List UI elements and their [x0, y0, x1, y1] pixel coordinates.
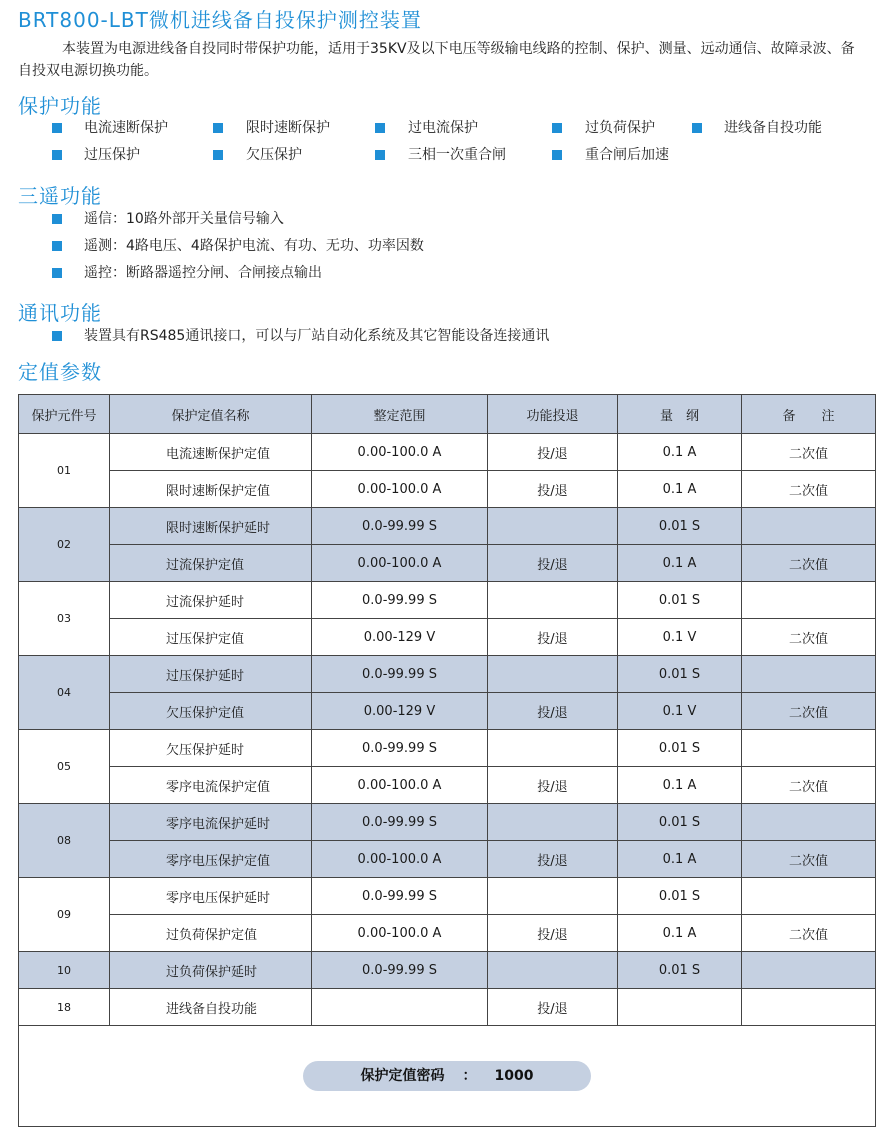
setting-name: 零序电压保护定值 [110, 841, 312, 878]
bullet-square-icon [692, 123, 702, 133]
col-header: 保护元件号 [19, 395, 110, 434]
bullet-square-icon [375, 150, 385, 160]
table-row [19, 693, 876, 730]
element-code: 09 [19, 878, 110, 952]
col-header: 量 纲 [618, 395, 742, 434]
protection-item: 限时速断保护 [246, 120, 330, 136]
setting-note: 二次值 [742, 767, 876, 804]
setting-name: 过负荷保护定值 [110, 915, 312, 952]
setting-note [742, 582, 876, 619]
table-row [19, 767, 876, 804]
setting-note [742, 878, 876, 915]
setting-range: 0.0-99.99 S [312, 730, 488, 767]
function-switch: 投/退 [488, 989, 618, 1026]
setting-range: 0.00-100.0 A [312, 471, 488, 508]
function-switch [488, 508, 618, 545]
element-code: 18 [19, 989, 110, 1026]
setting-unit: 0.1 A [618, 841, 742, 878]
setting-note: 二次值 [742, 841, 876, 878]
setting-note [742, 989, 876, 1026]
setting-note: 二次值 [742, 915, 876, 952]
setting-note [742, 508, 876, 545]
protection-item: 重合闸后加速 [585, 147, 669, 163]
setting-range: 0.00-100.0 A [312, 545, 488, 582]
function-switch: 投/退 [488, 693, 618, 730]
table-row [19, 989, 876, 1026]
three-remote-heading: 三遥功能 [18, 184, 102, 208]
password-cell [19, 1026, 876, 1127]
bullet-square-icon [552, 150, 562, 160]
setting-unit: 0.1 V [618, 619, 742, 656]
setting-name: 过压保护延时 [110, 656, 312, 693]
function-switch [488, 730, 618, 767]
setting-unit: 0.01 S [618, 508, 742, 545]
bullet-square-icon [52, 123, 62, 133]
password-pill [303, 1061, 591, 1091]
bullet-square-icon [375, 123, 385, 133]
function-switch [488, 656, 618, 693]
setting-range: 0.0-99.99 S [312, 656, 488, 693]
setting-unit: 0.1 A [618, 434, 742, 471]
bullet-square-icon [213, 150, 223, 160]
function-switch: 投/退 [488, 841, 618, 878]
protection-item: 三相一次重合闸 [408, 147, 506, 163]
bullet-square-icon [552, 123, 562, 133]
protection-item: 过电流保护 [408, 120, 478, 136]
setting-range: 0.00-100.0 A [312, 841, 488, 878]
table-row [19, 841, 876, 878]
setting-range [312, 989, 488, 1026]
table-row [19, 582, 876, 619]
setting-range: 0.0-99.99 S [312, 508, 488, 545]
setting-note: 二次值 [742, 545, 876, 582]
setting-note [742, 656, 876, 693]
setting-unit: 0.01 S [618, 804, 742, 841]
protection-item: 欠压保护 [246, 147, 302, 163]
setting-unit: 0.01 S [618, 952, 742, 989]
three-remote-item: 遥测：4路电压、4路保护电流、有功、无功、功率因数 [84, 238, 424, 254]
bullet-square-icon [213, 123, 223, 133]
setting-unit: 0.01 S [618, 878, 742, 915]
table-row [19, 656, 876, 693]
table-row [19, 952, 876, 989]
setting-note [742, 730, 876, 767]
setting-note: 二次值 [742, 619, 876, 656]
table-row [19, 915, 876, 952]
protection-item: 电流速断保护 [84, 120, 168, 136]
bullet-square-icon [52, 241, 62, 251]
element-code: 03 [19, 582, 110, 656]
element-code: 01 [19, 434, 110, 508]
setting-name: 限时速断保护延时 [110, 508, 312, 545]
function-switch [488, 952, 618, 989]
setting-range: 0.0-99.99 S [312, 582, 488, 619]
function-switch: 投/退 [488, 619, 618, 656]
col-header: 功能投退 [488, 395, 618, 434]
col-header: 备 注 [742, 395, 876, 434]
bullet-square-icon [52, 331, 62, 341]
setting-range: 0.00-129 V [312, 619, 488, 656]
setting-name: 限时速断保护定值 [110, 471, 312, 508]
setting-name: 欠压保护延时 [110, 730, 312, 767]
setting-range: 0.00-100.0 A [312, 434, 488, 471]
protection-item: 过压保护 [84, 147, 140, 163]
setting-name: 欠压保护定值 [110, 693, 312, 730]
element-code: 02 [19, 508, 110, 582]
table-row [19, 434, 876, 471]
table-body [19, 434, 876, 1026]
table-row [19, 508, 876, 545]
setting-range: 0.00-129 V [312, 693, 488, 730]
setting-range: 0.0-99.99 S [312, 952, 488, 989]
table-row [19, 545, 876, 582]
table-row [19, 878, 876, 915]
element-code: 04 [19, 656, 110, 730]
setting-unit [618, 989, 742, 1026]
setting-unit: 0.1 A [618, 471, 742, 508]
setting-name: 零序电流保护延时 [110, 804, 312, 841]
setting-range: 0.0-99.99 S [312, 878, 488, 915]
setting-range: 0.00-100.0 A [312, 915, 488, 952]
function-switch [488, 582, 618, 619]
setting-unit: 0.1 A [618, 915, 742, 952]
setting-note [742, 804, 876, 841]
function-switch [488, 804, 618, 841]
function-switch: 投/退 [488, 434, 618, 471]
setting-unit: 0.1 A [618, 545, 742, 582]
bullet-square-icon [52, 150, 62, 160]
col-header: 整定范围 [312, 395, 488, 434]
setting-name: 过负荷保护延时 [110, 952, 312, 989]
protection-item: 进线备自投功能 [724, 120, 822, 136]
element-code: 08 [19, 804, 110, 878]
setting-name: 过流保护定值 [110, 545, 312, 582]
page-title: BRT800-LBT微机进线备自投保护测控装置 [18, 8, 422, 32]
setting-note [742, 952, 876, 989]
setting-range: 0.00-100.0 A [312, 767, 488, 804]
setting-unit: 0.01 S [618, 582, 742, 619]
protection-item: 过负荷保护 [585, 120, 655, 136]
function-switch: 投/退 [488, 915, 618, 952]
setting-note: 二次值 [742, 471, 876, 508]
table-header-row [19, 395, 876, 434]
setting-name: 过压保护定值 [110, 619, 312, 656]
setting-name: 零序电压保护延时 [110, 878, 312, 915]
comm-item: 装置具有RS485通讯接口，可以与厂站自动化系统及其它智能设备连接通讯 [84, 328, 550, 344]
three-remote-item: 遥控：断路器遥控分闸、合闸接点输出 [84, 265, 322, 281]
col-header: 保护定值名称 [110, 395, 312, 434]
password-label: 保护定值密码 [360, 1068, 445, 1084]
function-switch: 投/退 [488, 767, 618, 804]
password-separator: ： [462, 1068, 477, 1084]
setting-name: 进线备自投功能 [110, 989, 312, 1026]
function-switch: 投/退 [488, 545, 618, 582]
setting-range: 0.0-99.99 S [312, 804, 488, 841]
bullet-square-icon [52, 268, 62, 278]
setting-name: 零序电流保护定值 [110, 767, 312, 804]
setting-unit: 0.01 S [618, 730, 742, 767]
params-table [18, 394, 876, 1127]
element-code: 10 [19, 952, 110, 989]
setting-name: 过流保护延时 [110, 582, 312, 619]
function-switch: 投/退 [488, 471, 618, 508]
params-heading: 定值参数 [18, 360, 102, 384]
setting-unit: 0.01 S [618, 656, 742, 693]
setting-note: 二次值 [742, 693, 876, 730]
intro-paragraph: 本装置为电源进线备自投同时带保护功能，适用于35KV及以下电压等级输电线路的控制、保护、测量、远动通信、故障录波、备自投双电源切换功能。 [18, 41, 855, 79]
table-row [19, 804, 876, 841]
password-row [19, 1026, 876, 1127]
table-row [19, 471, 876, 508]
setting-name: 电流速断保护定值 [110, 434, 312, 471]
bullet-square-icon [52, 214, 62, 224]
comm-heading: 通讯功能 [18, 301, 102, 325]
setting-note: 二次值 [742, 434, 876, 471]
function-switch [488, 878, 618, 915]
password-value: 1000 [494, 1068, 534, 1084]
setting-unit: 0.1 A [618, 767, 742, 804]
three-remote-item: 遥信：10路外部开关量信号输入 [84, 211, 284, 227]
element-code: 05 [19, 730, 110, 804]
table-row [19, 619, 876, 656]
protection-heading: 保护功能 [18, 94, 102, 118]
table-row [19, 730, 876, 767]
setting-unit: 0.1 V [618, 693, 742, 730]
